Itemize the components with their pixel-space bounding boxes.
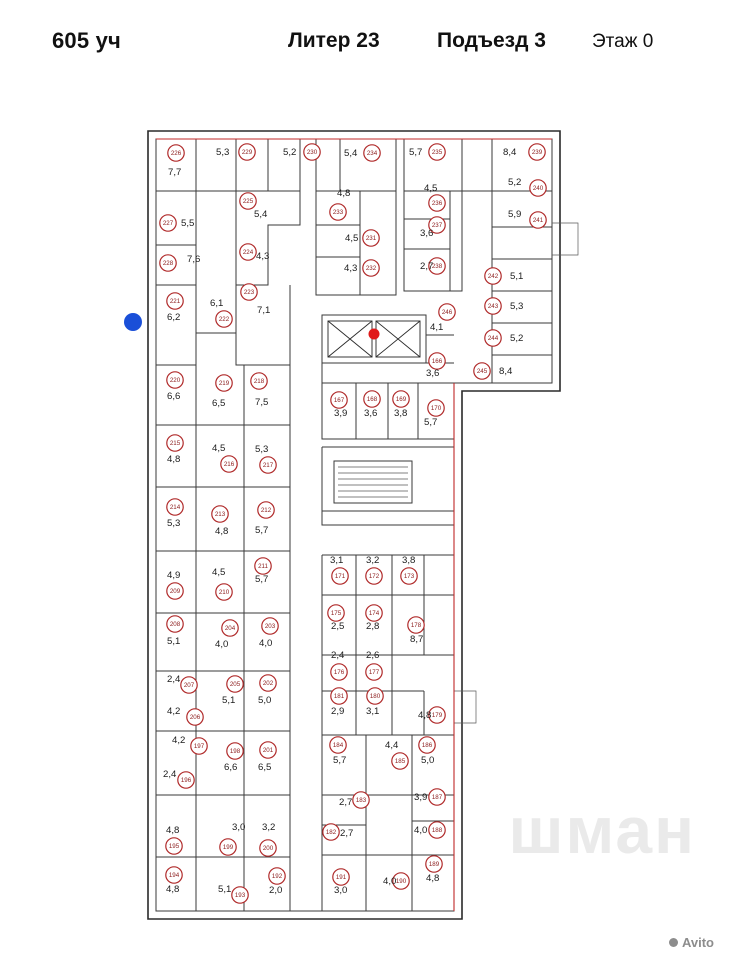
unit-190[interactable] bbox=[383, 873, 409, 889]
unit-area: 5,3 bbox=[167, 518, 181, 529]
unit-area: 3,2 bbox=[366, 555, 380, 566]
unit-number: 226 bbox=[170, 150, 182, 158]
unit-number: 237 bbox=[431, 222, 443, 230]
unit-number: 242 bbox=[487, 273, 499, 281]
unit-number: 206 bbox=[189, 714, 201, 722]
unit-220[interactable] bbox=[167, 372, 183, 402]
unit-area: 4,0 bbox=[259, 638, 273, 649]
unit-222[interactable] bbox=[210, 298, 232, 327]
unit-197[interactable] bbox=[172, 735, 207, 754]
unit-area: 4,8 bbox=[215, 526, 229, 537]
unit-171[interactable] bbox=[330, 555, 348, 584]
unit-246[interactable] bbox=[430, 304, 455, 333]
unit-208[interactable] bbox=[167, 616, 183, 647]
unit-188[interactable] bbox=[414, 822, 445, 838]
unit-184[interactable] bbox=[330, 737, 347, 766]
unit-area: 4,8 bbox=[167, 454, 181, 465]
location-marker-dot[interactable] bbox=[124, 313, 142, 331]
unit-215[interactable] bbox=[167, 435, 183, 465]
unit-183[interactable] bbox=[339, 792, 369, 808]
unit-number: 197 bbox=[193, 743, 205, 751]
unit-area: 5,2 bbox=[283, 147, 297, 158]
unit-number: 196 bbox=[180, 777, 192, 785]
unit-211[interactable] bbox=[255, 558, 271, 585]
unit-239[interactable] bbox=[503, 144, 545, 160]
unit-213[interactable] bbox=[212, 506, 229, 537]
unit-210[interactable] bbox=[212, 567, 232, 600]
unit-number: 238 bbox=[431, 263, 443, 271]
unit-number: 213 bbox=[214, 511, 226, 519]
unit-area: 5,1 bbox=[167, 636, 181, 647]
unit-number: 202 bbox=[262, 680, 274, 688]
unit-area: 4,1 bbox=[430, 322, 444, 333]
unit-layer[interactable] bbox=[160, 144, 546, 903]
unit-area: 7,1 bbox=[257, 305, 271, 316]
unit-number: 179 bbox=[431, 712, 443, 720]
unit-area: 5,1 bbox=[510, 271, 524, 282]
unit-area: 2,4 bbox=[167, 674, 181, 685]
unit-area: 2,9 bbox=[331, 706, 345, 717]
unit-area: 3,0 bbox=[232, 822, 246, 833]
unit-number: 169 bbox=[395, 396, 407, 404]
unit-217[interactable] bbox=[255, 444, 276, 473]
unit-area: 4,8 bbox=[337, 188, 351, 199]
unit-number: 228 bbox=[162, 260, 174, 268]
unit-area: 5,0 bbox=[258, 695, 272, 706]
unit-175[interactable] bbox=[328, 605, 345, 632]
unit-200[interactable] bbox=[260, 822, 276, 856]
unit-number: 174 bbox=[368, 610, 380, 618]
floorplan-canvas[interactable] bbox=[0, 95, 732, 935]
unit-218[interactable] bbox=[251, 373, 269, 408]
unit-area: 2,7 bbox=[420, 261, 434, 272]
unit-number: 225 bbox=[242, 198, 254, 206]
unit-area: 3,1 bbox=[366, 706, 380, 717]
unit-number: 192 bbox=[271, 873, 283, 881]
unit-area: 6,6 bbox=[167, 391, 181, 402]
unit-number: 185 bbox=[394, 758, 406, 766]
unit-number: 195 bbox=[168, 843, 180, 851]
unit-area: 4,0 bbox=[414, 825, 428, 836]
unit-number: 236 bbox=[431, 200, 443, 208]
unit-area: 5,1 bbox=[222, 695, 236, 706]
unit-area: 8,7 bbox=[410, 634, 424, 645]
unit-area: 5,7 bbox=[333, 755, 347, 766]
unit-area: 5,2 bbox=[508, 177, 522, 188]
unit-number: 184 bbox=[332, 742, 344, 750]
unit-area: 3,9 bbox=[414, 792, 428, 803]
unit-number: 232 bbox=[365, 265, 377, 273]
unit-number: 224 bbox=[242, 249, 254, 257]
unit-area: 4,8 bbox=[166, 825, 180, 836]
unit-area: 3,8 bbox=[402, 555, 416, 566]
unit-number: 227 bbox=[162, 220, 174, 228]
unit-167[interactable] bbox=[331, 392, 348, 419]
unit-181[interactable] bbox=[331, 688, 347, 717]
unit-186[interactable] bbox=[419, 737, 435, 766]
unit-228[interactable] bbox=[160, 254, 201, 271]
unit-area: 3,6 bbox=[420, 228, 434, 239]
unit-area: 4,5 bbox=[212, 567, 226, 578]
entrance-label: Подъезд 3 bbox=[437, 29, 546, 52]
unit-169[interactable] bbox=[393, 391, 409, 419]
unit-area: 5,3 bbox=[255, 444, 269, 455]
unit-214[interactable] bbox=[167, 499, 183, 529]
unit-202[interactable] bbox=[258, 675, 276, 706]
unit-number: 222 bbox=[218, 316, 230, 324]
unit-area: 5,7 bbox=[424, 417, 438, 428]
unit-194[interactable] bbox=[166, 867, 182, 895]
unit-area: 4,0 bbox=[215, 639, 229, 650]
unit-195[interactable] bbox=[166, 825, 182, 854]
unit-number: 214 bbox=[169, 504, 181, 512]
unit-number: 173 bbox=[403, 573, 415, 581]
unit-204[interactable] bbox=[215, 620, 238, 650]
unit-number: 168 bbox=[366, 396, 378, 404]
elevator-marker-dot[interactable] bbox=[369, 329, 380, 340]
unit-area: 2,7 bbox=[339, 797, 353, 808]
unit-number: 246 bbox=[441, 309, 453, 317]
unit-number: 208 bbox=[169, 621, 181, 629]
unit-201[interactable] bbox=[258, 742, 276, 773]
liter-label: Литер 23 bbox=[288, 29, 380, 52]
unit-226[interactable] bbox=[168, 145, 184, 178]
unit-area: 2,8 bbox=[366, 621, 380, 632]
unit-number: 183 bbox=[355, 797, 367, 805]
unit-area: 5,7 bbox=[255, 525, 269, 536]
unit-number: 233 bbox=[332, 209, 344, 217]
unit-number: 199 bbox=[222, 844, 234, 852]
unit-area: 4,3 bbox=[256, 251, 270, 262]
unit-area: 3,1 bbox=[330, 555, 344, 566]
unit-area: 4,8 bbox=[166, 884, 180, 895]
unit-225[interactable] bbox=[240, 193, 268, 220]
unit-number: 181 bbox=[333, 693, 345, 701]
avito-watermark bbox=[669, 935, 714, 950]
unit-area: 7,6 bbox=[187, 254, 201, 265]
unit-198[interactable] bbox=[224, 743, 243, 773]
unit-207[interactable] bbox=[167, 674, 197, 693]
unit-180[interactable] bbox=[366, 688, 383, 717]
unit-187[interactable] bbox=[414, 789, 445, 805]
unit-number: 218 bbox=[253, 378, 265, 386]
unit-237[interactable] bbox=[420, 217, 445, 239]
unit-241[interactable] bbox=[508, 209, 546, 228]
unit-240[interactable] bbox=[508, 177, 546, 196]
unit-209[interactable] bbox=[167, 570, 183, 599]
unit-number: 217 bbox=[262, 462, 274, 470]
unit-189[interactable] bbox=[426, 856, 442, 884]
unit-area: 3,0 bbox=[334, 885, 348, 896]
unit-number: 189 bbox=[428, 861, 440, 869]
unit-number: 221 bbox=[169, 298, 181, 306]
unit-area: 4,2 bbox=[167, 706, 181, 717]
unit-area: 5,5 bbox=[181, 218, 195, 229]
unit-number: 240 bbox=[532, 185, 544, 193]
unit-number: 200 bbox=[262, 845, 274, 853]
unit-number: 176 bbox=[333, 669, 345, 677]
unit-area: 5,7 bbox=[409, 147, 423, 158]
unit-area: 4,5 bbox=[345, 233, 359, 244]
unit-168[interactable] bbox=[364, 391, 380, 419]
unit-192[interactable] bbox=[269, 868, 285, 896]
unit-area: 8,4 bbox=[503, 147, 517, 158]
unit-number: 190 bbox=[395, 878, 407, 886]
unit-233[interactable] bbox=[330, 188, 351, 220]
unit-196[interactable] bbox=[163, 769, 194, 788]
unit-number: 205 bbox=[229, 681, 241, 689]
unit-area: 7,5 bbox=[255, 397, 269, 408]
unit-number: 187 bbox=[431, 794, 443, 802]
unit-number: 209 bbox=[169, 588, 181, 596]
unit-area: 5,4 bbox=[254, 209, 268, 220]
unit-number: 210 bbox=[218, 589, 230, 597]
unit-number: 178 bbox=[410, 622, 422, 630]
unit-area: 4,8 bbox=[426, 873, 440, 884]
unit-199[interactable] bbox=[220, 822, 246, 855]
unit-166[interactable] bbox=[426, 353, 445, 379]
unit-number: 243 bbox=[487, 303, 499, 311]
unit-area: 5,9 bbox=[508, 209, 522, 220]
unit-area: 2,6 bbox=[366, 650, 380, 661]
unit-area: 4,9 bbox=[167, 570, 181, 581]
unit-number: 216 bbox=[223, 461, 235, 469]
unit-235[interactable] bbox=[409, 144, 445, 160]
unit-number: 198 bbox=[229, 748, 241, 756]
unit-number: 180 bbox=[369, 693, 381, 701]
unit-area: 4,5 bbox=[212, 443, 226, 454]
lot-number: 605 уч bbox=[52, 28, 122, 53]
unit-number: 193 bbox=[234, 892, 246, 900]
floor-label: Этаж 0 bbox=[592, 31, 654, 52]
unit-area: 4,5 bbox=[424, 183, 438, 194]
unit-number: 234 bbox=[366, 150, 378, 158]
unit-number: 239 bbox=[531, 149, 543, 157]
unit-number: 212 bbox=[260, 507, 272, 515]
unit-223[interactable] bbox=[241, 284, 271, 316]
unit-area: 4,8 bbox=[418, 710, 432, 721]
unit-244[interactable] bbox=[485, 330, 524, 346]
unit-242[interactable] bbox=[485, 268, 524, 284]
unit-area: 5,3 bbox=[510, 301, 524, 312]
unit-number: 188 bbox=[431, 827, 443, 835]
unit-number: 201 bbox=[262, 747, 274, 755]
unit-221[interactable] bbox=[167, 293, 183, 323]
unit-224[interactable] bbox=[240, 244, 270, 262]
avito-logo-icon bbox=[669, 938, 678, 947]
unit-area: 8,4 bbox=[499, 366, 513, 377]
unit-area: 3,6 bbox=[426, 368, 440, 379]
unit-number: 244 bbox=[487, 335, 499, 343]
unit-area: 2,4 bbox=[331, 650, 345, 661]
unit-230[interactable] bbox=[283, 144, 320, 160]
unit-172[interactable] bbox=[366, 555, 382, 584]
unit-227[interactable] bbox=[160, 215, 195, 231]
unit-area: 5,1 bbox=[218, 884, 232, 895]
unit-173[interactable] bbox=[401, 555, 417, 584]
unit-number: 182 bbox=[325, 829, 337, 837]
unit-number: 203 bbox=[264, 623, 276, 631]
unit-number: 241 bbox=[532, 217, 544, 225]
unit-area: 3,9 bbox=[334, 408, 348, 419]
unit-area: 4,3 bbox=[344, 263, 358, 274]
unit-number: 204 bbox=[224, 625, 236, 633]
unit-area: 6,5 bbox=[212, 398, 226, 409]
unit-232[interactable] bbox=[344, 260, 379, 276]
unit-area: 6,2 bbox=[167, 312, 181, 323]
unit-number: 207 bbox=[183, 682, 195, 690]
unit-179[interactable] bbox=[418, 707, 445, 723]
unit-number: 223 bbox=[243, 289, 255, 297]
unit-205[interactable] bbox=[222, 676, 243, 706]
unit-number: 175 bbox=[330, 610, 342, 618]
unit-174[interactable] bbox=[366, 605, 382, 632]
unit-area: 6,5 bbox=[258, 762, 272, 773]
unit-area: 2,4 bbox=[163, 769, 177, 780]
unit-area: 3,8 bbox=[394, 408, 408, 419]
unit-185[interactable] bbox=[385, 740, 408, 769]
unit-number: 172 bbox=[368, 573, 380, 581]
unit-number: 194 bbox=[168, 872, 180, 880]
unit-number: 167 bbox=[333, 397, 345, 405]
unit-area: 3,6 bbox=[364, 408, 378, 419]
unit-number: 191 bbox=[335, 874, 347, 882]
unit-212[interactable] bbox=[255, 502, 274, 536]
unit-area: 6,6 bbox=[224, 762, 238, 773]
plan-header bbox=[0, 28, 732, 72]
unit-number: 235 bbox=[431, 149, 443, 157]
unit-area: 4,2 bbox=[172, 735, 186, 746]
unit-170[interactable] bbox=[424, 400, 444, 428]
unit-area: 5,7 bbox=[255, 574, 269, 585]
unit-number: 177 bbox=[368, 669, 380, 677]
unit-219[interactable] bbox=[212, 375, 232, 409]
unit-number: 230 bbox=[306, 149, 318, 157]
unit-206[interactable] bbox=[167, 706, 203, 725]
unit-area: 5,2 bbox=[510, 333, 524, 344]
unit-number: 166 bbox=[431, 358, 443, 366]
unit-number: 219 bbox=[218, 380, 230, 388]
unit-236[interactable] bbox=[424, 183, 445, 211]
unit-238[interactable] bbox=[420, 258, 445, 274]
unit-191[interactable] bbox=[333, 869, 349, 896]
unit-number: 245 bbox=[476, 368, 488, 376]
watermark-text: шман bbox=[508, 793, 696, 867]
unit-number: 171 bbox=[334, 573, 346, 581]
unit-number: 186 bbox=[421, 742, 433, 750]
unit-216[interactable] bbox=[212, 443, 237, 472]
unit-area: 5,4 bbox=[344, 148, 358, 159]
unit-area: 4,0 bbox=[383, 876, 397, 887]
unit-245[interactable] bbox=[474, 363, 513, 379]
unit-area: 7,7 bbox=[168, 167, 182, 178]
unit-234[interactable] bbox=[344, 145, 380, 161]
unit-182[interactable] bbox=[323, 824, 354, 840]
unit-area: 2,0 bbox=[269, 885, 283, 896]
unit-area: 4,4 bbox=[385, 740, 399, 751]
unit-area: 5,3 bbox=[216, 147, 230, 158]
unit-number: 211 bbox=[258, 563, 268, 571]
unit-243[interactable] bbox=[485, 298, 524, 314]
unit-178[interactable] bbox=[408, 617, 424, 645]
unit-203[interactable] bbox=[259, 618, 278, 649]
unit-area: 2,7 bbox=[340, 828, 354, 839]
unit-number: 170 bbox=[430, 405, 442, 413]
unit-number: 229 bbox=[241, 149, 253, 157]
unit-number: 231 bbox=[365, 235, 377, 243]
unit-number: 220 bbox=[169, 377, 181, 385]
unit-area: 5,0 bbox=[421, 755, 435, 766]
avito-label: Avito bbox=[681, 935, 714, 950]
unit-area: 6,1 bbox=[210, 298, 224, 309]
unit-area: 2,5 bbox=[331, 621, 345, 632]
unit-area: 3,2 bbox=[262, 822, 276, 833]
unit-231[interactable] bbox=[345, 230, 379, 246]
unit-number: 215 bbox=[169, 440, 181, 448]
